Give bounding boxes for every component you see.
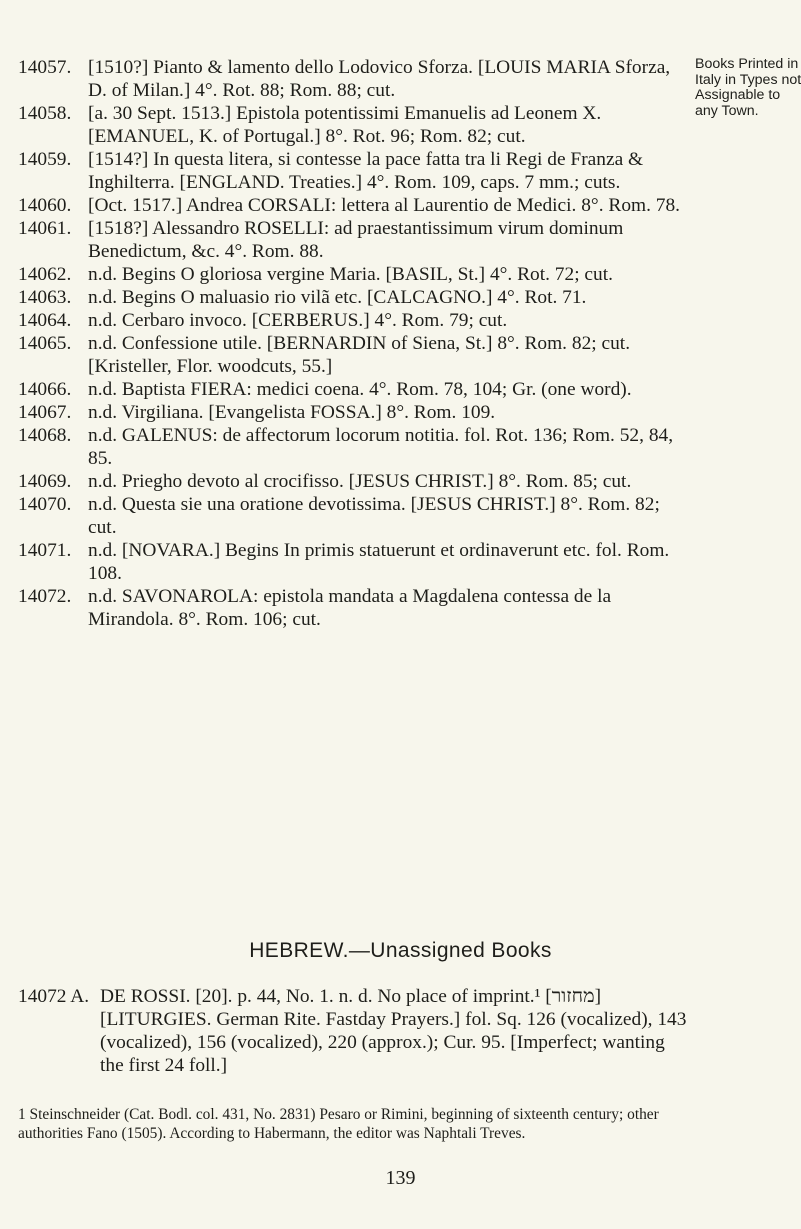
catalogue-entry (18, 378, 690, 401)
catalogue-entry (18, 493, 690, 539)
entry-text: n.d. Baptista FIERA: medici coena. 4°. Rom. 78, 104; Gr. (one word). (88, 379, 632, 400)
entry-number: 14062. (18, 264, 72, 285)
catalogue-entry (18, 309, 690, 332)
entry-number: 14060. (18, 195, 72, 216)
catalogue-entry (18, 286, 690, 309)
entry-number: 14064. (18, 310, 72, 331)
entry-number: 14067. (18, 402, 72, 423)
entry-number: 14063. (18, 287, 72, 308)
entry-text: n.d. SAVONAROLA: epistola mandata a Magdalena contessa de la Mirandola. 8°. Rom. 106; cut. (88, 586, 612, 630)
catalogue-entry (18, 56, 690, 102)
entry-text: n.d. Confessione utile. [BERNARDIN of Siena, St.] 8°. Rom. 82; cut. [Kristeller, Flor. woodcuts, 55.] (88, 333, 631, 377)
entry-number: 14059. (18, 149, 72, 170)
entry-text: [Oct. 1517.] Andrea CORSALI: lettera al Laurentio de Medici. 8°. Rom. 78. (88, 195, 681, 216)
entry-text: [1510?] Pianto & lamento dello Lodovico Sforza. [LOUIS MARIA Sforza, D. of Milan.] 4°. Rot. 88; Rom. 88; cut. (88, 57, 671, 101)
entry-text: [a. 30 Sept. 1513.] Epistola potentissimi Emanuelis ad Leonem X. [EMANUEL, K. of Portugal.] 8°. Rot. 96; Rom. 82; cut. (88, 103, 602, 147)
entry-text: n.d. Begins O maluasio rio vilã etc. [CALCAGNO.] 4°. Rot. 71. (88, 287, 587, 308)
catalogue-entry (18, 401, 690, 424)
catalogue-entry (18, 148, 690, 194)
entry-number: 14066. (18, 379, 72, 400)
entry-text: [1514?] In questa litera, si contesse la pace fatta tra li Regi de Franza & Inghilterra. [ENGLAND. Treaties.] 4°. Rom. 109, caps. 7 mm.; cuts. (88, 149, 644, 193)
catalogue-entry (18, 539, 690, 585)
catalogue-entry (18, 424, 690, 470)
catalogue-entry (18, 194, 690, 217)
entry-number: 14072. (18, 586, 72, 607)
entry-text: n.d. GALENUS: de affectorum locorum notitia. fol. Rot. 136; Rom. 52, 84, 85. (88, 425, 674, 469)
entry-number: 14065. (18, 333, 72, 354)
entry-text: n.d. Priegho devoto al crocifisso. [JESUS CHRIST.] 8°. Rom. 85; cut. (88, 471, 632, 492)
catalogue-entry (18, 470, 690, 493)
catalogue-entry (18, 263, 690, 286)
entry-text: n.d. [NOVARA.] Begins In primis statuerunt et ordinaverunt etc. fol. Rom. 108. (88, 540, 670, 584)
entry-text: [1518?] Alessandro ROSELLI: ad praestantissimum virum dominum Benedictum, &c. 4°. Rom. 88. (88, 218, 624, 262)
catalogue-entry (18, 102, 690, 148)
entry-text: DE ROSSI. [20]. p. 44, No. 1. n. d. No place of imprint.¹ [מחזור] [LITURGIES. German Rite. Fastday Prayers.] fol. Sq. 126 (vocalized), 143 (vocalized), 156 (vocalized), 220 (approx.); Cur. 95. [Imperfect; wanting the first 24 foll.] (100, 986, 687, 1076)
hebrew-entry (18, 985, 690, 1077)
entry-list (18, 56, 690, 631)
entry-number: 14070. (18, 494, 72, 515)
entry-number: 14072 A. (18, 986, 90, 1007)
entry-number: 14061. (18, 218, 72, 239)
catalogue-entry (18, 585, 690, 631)
footnote: 1 Steinschneider (Cat. Bodl. col. 431, No. 2831) Pesaro or Rimini, beginning of sixteenth century; other authorities Fano (1505). According to Habermann, the editor was Naphtali Treves. (18, 1106, 659, 1142)
entry-number: 14058. (18, 103, 72, 124)
page-number: 139 (385, 1167, 416, 1189)
entry-text: n.d. Questa sie una oratione devotissima. [JESUS CHRIST.] 8°. Rom. 82; cut. (88, 494, 660, 538)
entry-text: n.d. Cerbaro invoco. [CERBERUS.] 4°. Rom. 79; cut. (88, 310, 508, 331)
entry-number: 14068. (18, 425, 72, 446)
entry-text: n.d. Virgiliana. [Evangelista FOSSA.] 8°. Rom. 109. (88, 402, 496, 423)
section-heading: HEBREW.—Unassigned Books (249, 939, 552, 962)
entry-number: 14069. (18, 471, 72, 492)
margin-side-note: Books Printed in Italy in Types not Assignable to any Town. (695, 56, 801, 120)
catalogue-entry (18, 217, 690, 263)
entry-text: n.d. Begins O gloriosa vergine Maria. [BASIL, St.] 4°. Rot. 72; cut. (88, 264, 613, 285)
catalogue-entry (18, 332, 690, 378)
entry-number: 14071. (18, 540, 72, 561)
entry-number: 14057. (18, 57, 72, 78)
catalogue-entry (18, 985, 690, 1077)
